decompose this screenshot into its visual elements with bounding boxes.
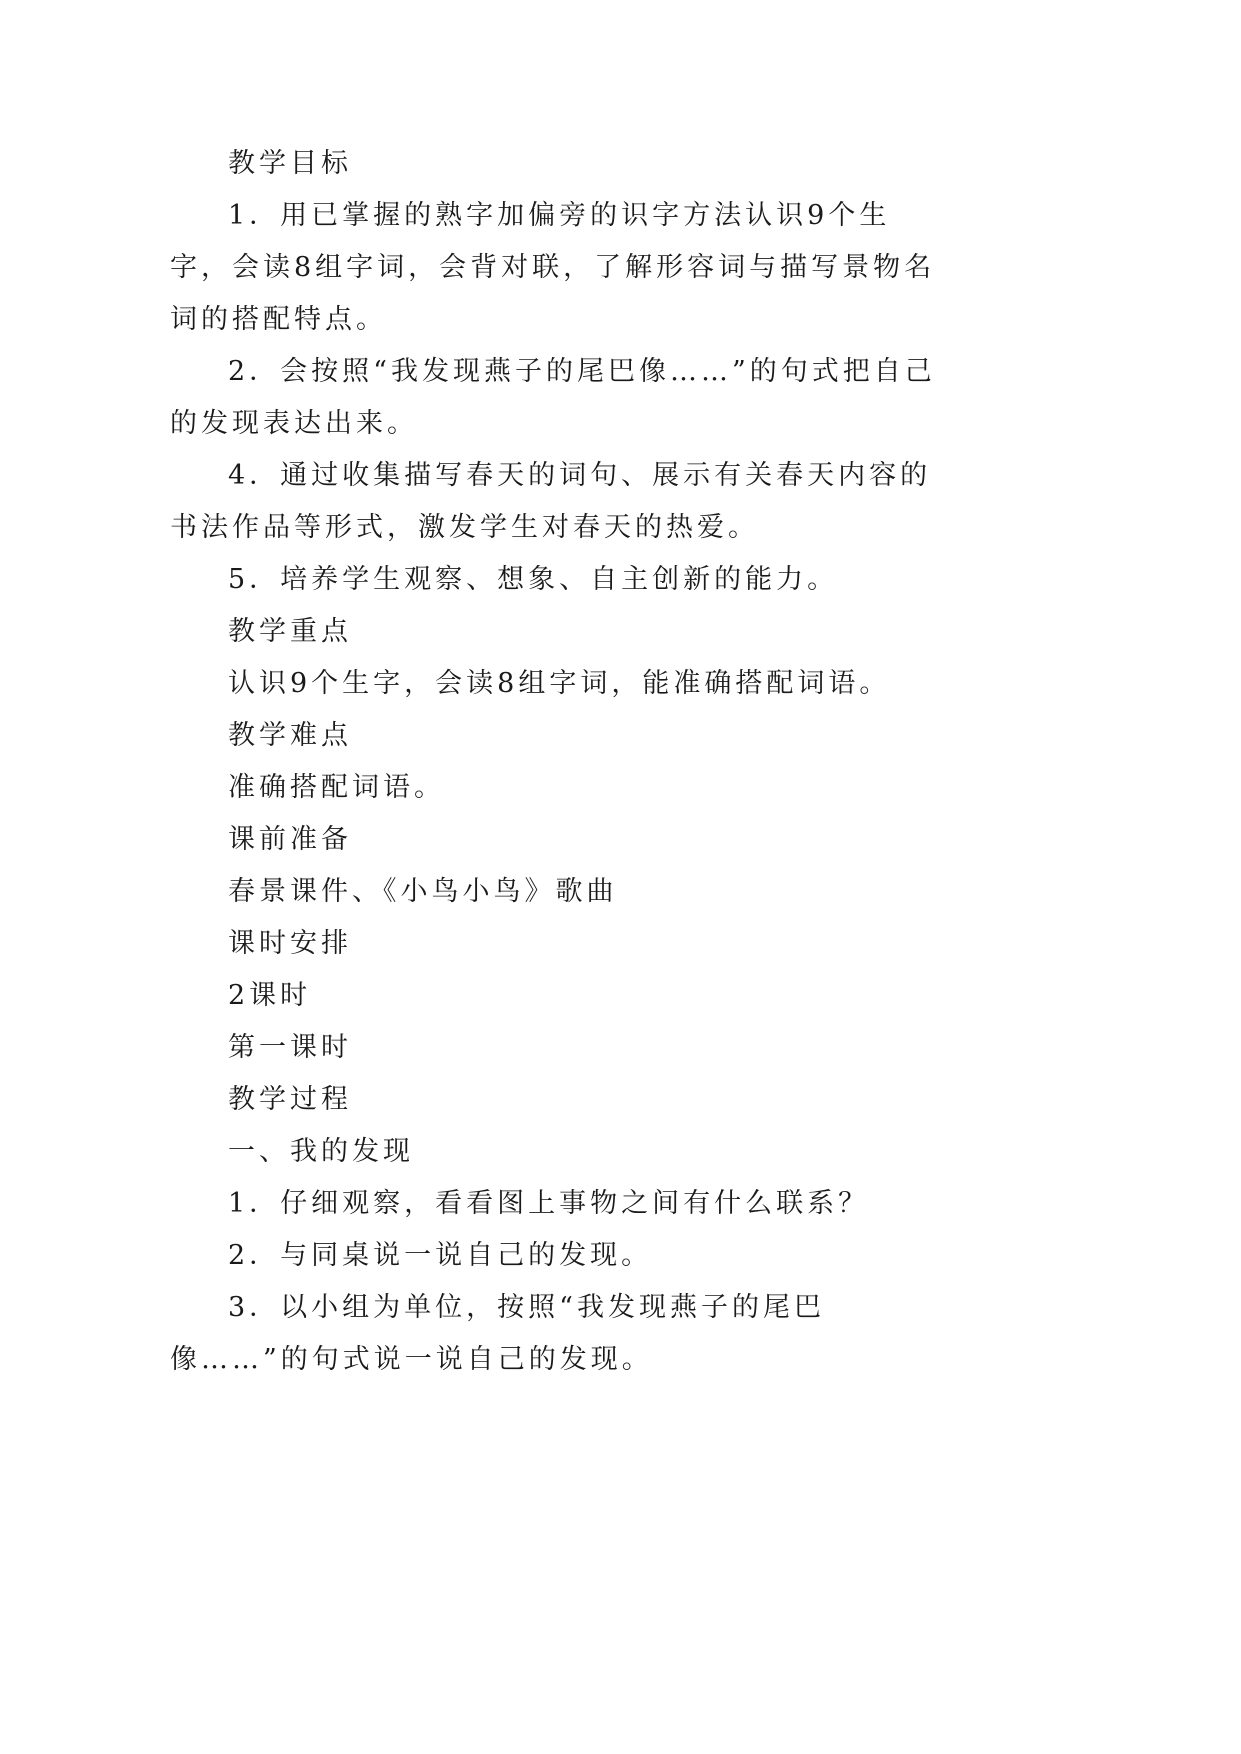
heading-first-lesson: 第一课时 (228, 1032, 352, 1063)
heading-teaching-goals: 教学目标 (228, 148, 352, 179)
heading-process: 教学过程 (228, 1084, 352, 1115)
key-points-text: 认识9个生字，会读8组字词，能准确搭配词语。 (228, 668, 891, 699)
heading-preparation: 课前准备 (228, 824, 352, 855)
difficulties-text: 准确搭配词语。 (228, 772, 445, 803)
heading-schedule: 课时安排 (228, 928, 352, 959)
heading-difficulties: 教学难点 (228, 720, 352, 751)
process-step-1: 1．仔细观察，看看图上事物之间有什么联系？ (228, 1188, 870, 1219)
heading-key-points: 教学重点 (228, 616, 352, 647)
preparation-text: 春景课件、《小鸟小鸟》歌曲 (228, 876, 618, 907)
schedule-text: 2课时 (228, 980, 312, 1011)
goal-item-5: 5．培养学生观察、想象、自主创新的能力。 (228, 564, 839, 595)
process-step-3: 3．以小组为单位，按照“我发现燕子的尾巴像……”的句式说一说自己的发现。 (170, 1292, 825, 1375)
process-step-2: 2．与同桌说一说自己的发现。 (228, 1240, 653, 1271)
section-my-discovery: 一、我的发现 (228, 1136, 414, 1167)
document-body (170, 138, 938, 1386)
goal-item-1: 1．用已掌握的熟字加偏旁的识字方法认识9个生字，会读8组字词，会背对联，了解形容词与描写景物名词的搭配特点。 (170, 200, 936, 335)
goal-item-4: 4．通过收集描写春天的词句、展示有关春天内容的书法作品等形式，激发学生对春天的热爱。 (170, 460, 932, 543)
goal-item-2: 2．会按照“我发现燕子的尾巴像……”的句式把自己的发现表达出来。 (170, 356, 936, 439)
